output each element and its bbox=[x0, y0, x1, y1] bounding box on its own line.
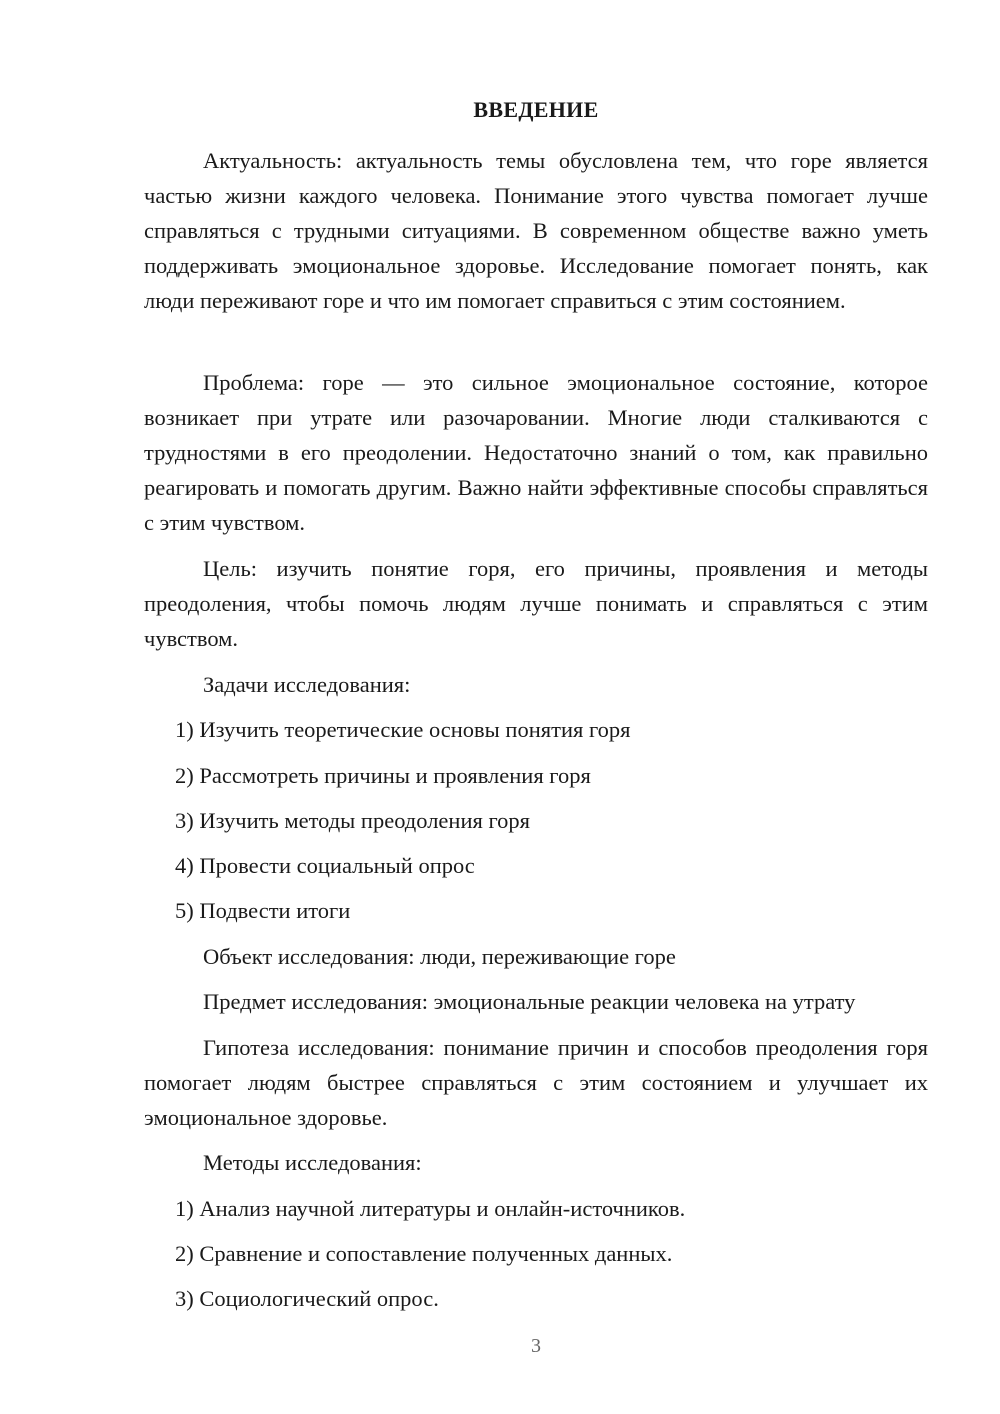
method-item: 3) Социологический опрос. bbox=[175, 1286, 439, 1311]
task-item: 5) Подвести итоги bbox=[175, 898, 351, 923]
tasks-heading: Задачи исследования: bbox=[203, 672, 411, 697]
method-item: 2) Сравнение и сопоставление полученных данных. bbox=[175, 1241, 673, 1266]
object-line: Объект исследования: люди, переживающие горе bbox=[203, 944, 676, 969]
page-title: ВВЕДЕНИЕ bbox=[473, 97, 599, 122]
relevance-paragraph: Актуальность: актуальность темы обусловлена тем, что горе является частью жизни каждого человека. Понимание этого чувства помогает лучше справляться с трудными ситуациями. В современном обществе важно уметь поддерживать эмоциональное здоровье. Исследование помогает понять, как люди переживают горе и что им помогает справиться с этим состоянием. bbox=[144, 148, 928, 313]
goal-paragraph: Цель: изучить понятие горя, его причины, проявления и методы преодоления, чтобы помочь людям лучше понимать и справляться с этим чувством. bbox=[144, 556, 928, 651]
methods-heading: Методы исследования: bbox=[203, 1150, 422, 1175]
page-number: 3 bbox=[531, 1335, 541, 1357]
task-item: 3) Изучить методы преодоления горя bbox=[175, 808, 530, 833]
problem-paragraph: Проблема: горе — это сильное эмоциональное состояние, которое возникает при утрате или разочаровании. Многие люди сталкиваются с трудностями в его преодолении. Недостаточно знаний о том, как правильно реагировать и помогать другим. Важно найти эффективные способы справляться с этим чувством. bbox=[144, 370, 928, 535]
task-item: 1) Изучить теоретические основы понятия горя bbox=[175, 717, 631, 742]
hypothesis-paragraph: Гипотеза исследования: понимание причин и способов преодоления горя помогает людям быстрее справляться с этим состоянием и улучшает их эмоциональное здоровье. bbox=[144, 1035, 928, 1130]
method-item: 1) Анализ научной литературы и онлайн-источников. bbox=[175, 1196, 686, 1221]
task-item: 2) Рассмотреть причины и проявления горя bbox=[175, 763, 591, 788]
task-item: 4) Провести социальный опрос bbox=[175, 853, 475, 878]
subject-line: Предмет исследования: эмоциональные реакции человека на утрату bbox=[203, 989, 856, 1014]
